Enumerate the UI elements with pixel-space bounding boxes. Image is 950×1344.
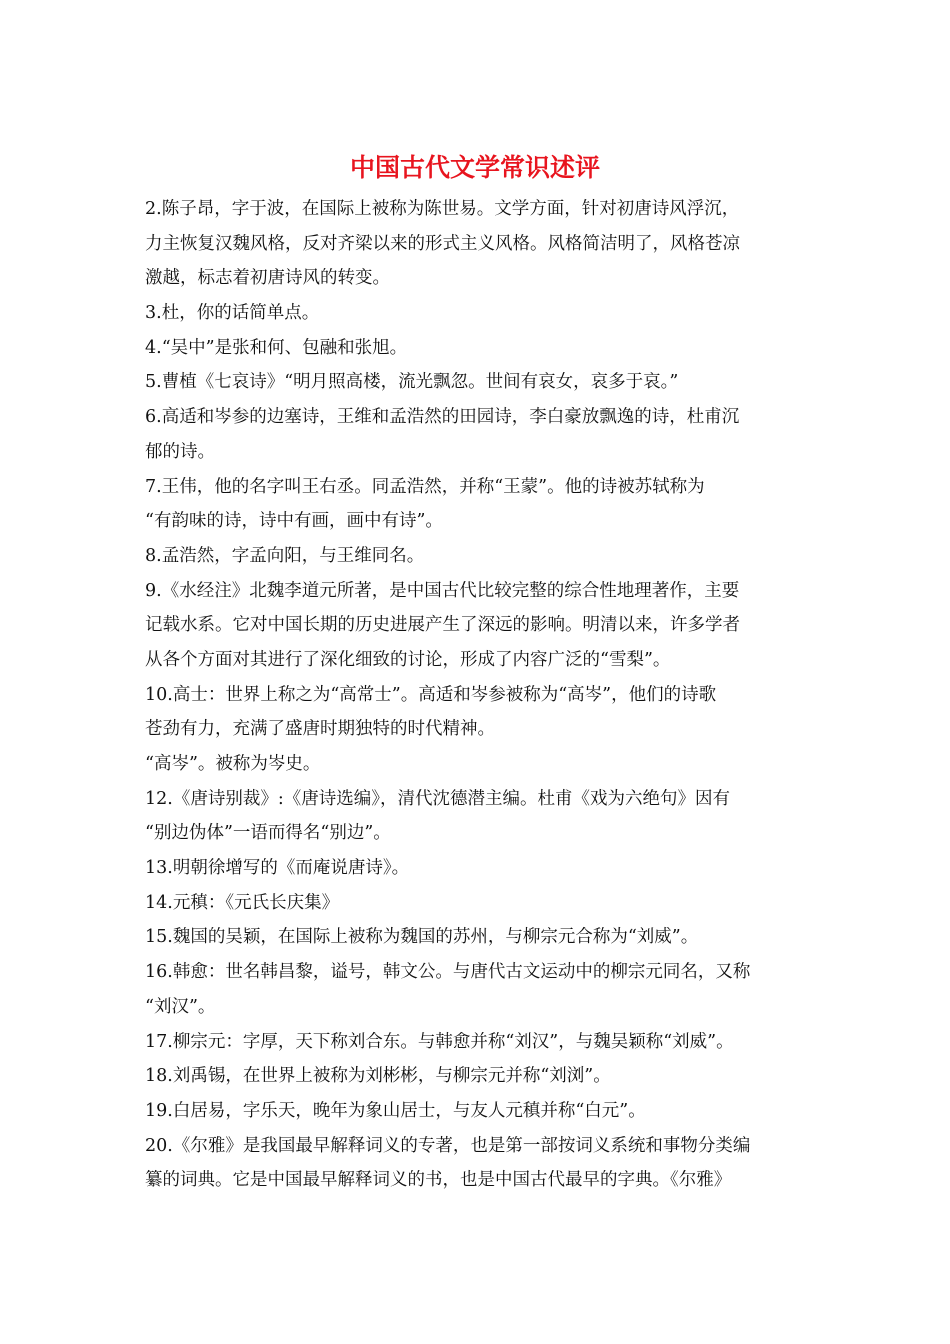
text-line: 10.高士：世界上称之为“高常士”。高适和岑参被称为“高岑”，他们的诗歌 bbox=[145, 684, 717, 705]
text-line: “刘汉”。 bbox=[145, 996, 216, 1017]
text-line: 20.《尔雅》是我国最早解释词义的专著，也是第一部按词义系统和事物分类编 bbox=[145, 1135, 751, 1156]
text-line: 16.韩愈：世名韩昌黎，谥号，韩文公。与唐代古文运动中的柳宗元同名，又称 bbox=[145, 962, 751, 983]
text-line: 纂的词典。它是中国最早解释词义的书，也是中国古代最早的字典。《尔雅》 bbox=[145, 1170, 732, 1191]
document-title: 中国古代文学常识述评 bbox=[349, 153, 600, 182]
text-line: 6.高适和岑参的边塞诗，王维和孟浩然的田园诗，李白豪放飘逸的诗，杜甫沉 bbox=[145, 407, 740, 428]
text-line: 17.柳宗元：字厚，天下称刘合东。与韩愈并称“刘汉”，与魏吴颖称“刘威”。 bbox=[145, 1031, 734, 1052]
text-line: 7.王伟，他的名字叫王右丞。同孟浩然，并称“王蒙”。他的诗被苏轼称为 bbox=[145, 476, 705, 497]
text-line: 5.曹植《七哀诗》“明月照高楼，流光飘忽。世间有哀女，哀多于哀。” bbox=[145, 372, 679, 393]
text-line: 苍劲有力，充满了盛唐时期独特的时代精神。 bbox=[145, 719, 495, 740]
text-line: 12.《唐诗别裁》:《唐诗选编》，清代沈德潜主编。杜甫《戏为六绝句》因有 bbox=[145, 788, 730, 809]
text-line: 18.刘禹锡，在世界上被称为刘彬彬，与柳宗元并称“刘浏”。 bbox=[145, 1066, 611, 1087]
text-line: “别边伪体”一语而得名“别边”。 bbox=[145, 823, 391, 844]
text-line: 激越，标志着初唐诗风的转变。 bbox=[145, 268, 390, 289]
text-line: 19.白居易，字乐天，晚年为象山居士，与友人元稹并称“白元”。 bbox=[145, 1100, 646, 1121]
text-line: 14.元稹：《元氏长庆集》 bbox=[145, 892, 340, 913]
text-line: 8.孟浩然，字孟向阳，与王维同名。 bbox=[145, 545, 425, 566]
text-line: 15.魏国的吴颖，在国际上被称为魏国的苏州，与柳宗元合称为“刘威”。 bbox=[145, 927, 699, 948]
document-body bbox=[145, 192, 825, 1198]
text-line: 从各个方面对其进行了深化细致的讨论，形成了内容广泛的“雪梨”。 bbox=[145, 649, 671, 670]
text-line: 4.“吴中”是张和何、包融和张旭。 bbox=[145, 337, 408, 358]
text-line: 记载水系。它对中国长期的历史进展产生了深远的影响。明清以来，许多学者 bbox=[145, 615, 740, 636]
text-line: 13.明朝徐增写的《而庵说唐诗》。 bbox=[145, 858, 410, 879]
text-line: 9.《水经注》北魏李道元所著，是中国古代比较完整的综合性地理著作，主要 bbox=[145, 580, 740, 601]
text-line: “有韵味的诗，诗中有画，画中有诗”。 bbox=[145, 511, 443, 532]
text-line: 力主恢复汉魏风格，反对齐梁以来的形式主义风格。风格简洁明了，风格苍凉 bbox=[145, 233, 740, 254]
text-line: “高岑”。被称为岑史。 bbox=[145, 754, 321, 774]
text-line: 3.杜，你的话简单点。 bbox=[145, 303, 320, 324]
text-line: 2.陈子昂，字于波，在国际上被称为陈世易。文学方面，针对初唐诗风浮沉， bbox=[145, 199, 740, 219]
text-line: 郁的诗。 bbox=[145, 441, 215, 462]
